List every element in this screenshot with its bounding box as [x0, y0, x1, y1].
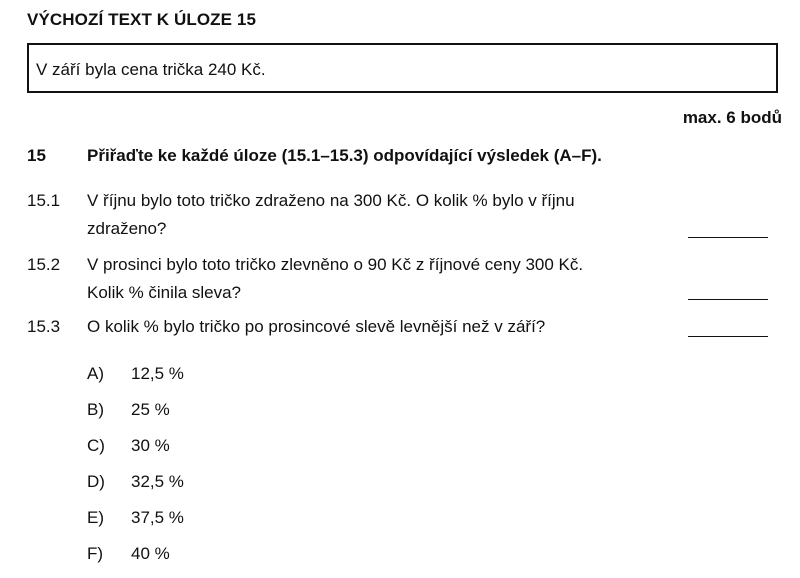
option-letter: F) [87, 544, 104, 563]
subtask-text: V říjnu bylo toto tričko zdraženo na 300 Kč. O kolik % bylo v říjnu [87, 191, 575, 210]
option-letter: D) [87, 472, 105, 491]
option-value: 40 % [131, 544, 170, 563]
subtask-text-continued: Kolik % činila sleva? [87, 283, 242, 302]
source-text: V září byla cena trička 240 Kč. [36, 60, 266, 79]
subtask-number: 15.2 [27, 255, 61, 274]
option-value: 25 % [131, 400, 170, 419]
task-number: 15 [27, 146, 46, 165]
subtask-number: 15.3 [27, 317, 61, 336]
option-letter: A) [87, 364, 104, 383]
subtask-text-continued: zdraženo? [87, 219, 167, 238]
subtask-number: 15.1 [27, 191, 61, 210]
section-heading: VÝCHOZÍ TEXT K ÚLOZE 15 [27, 10, 256, 29]
option-letter: C) [87, 436, 105, 455]
subtask-text: V prosinci bylo toto tričko zlevněno o 90 Kč z říjnové ceny 300 Kč. [87, 255, 584, 274]
task-instruction: Přiřaďte ke každé úloze (15.1–15.3) odpovídající výsledek (A–F). [87, 146, 602, 165]
option-value: 30 % [131, 436, 170, 455]
option-letter: E) [87, 508, 104, 527]
option-value: 37,5 % [131, 508, 184, 527]
max-points-label: max. 6 bodů [682, 108, 782, 127]
answer-blank[interactable] [688, 237, 768, 238]
answer-blank[interactable] [688, 336, 768, 337]
subtask-text: O kolik % bylo tričko po prosincové slevě levnější než v září? [87, 317, 546, 336]
option-value: 12,5 % [131, 364, 184, 383]
answer-blank[interactable] [688, 299, 768, 300]
option-letter: B) [87, 400, 104, 419]
option-value: 32,5 % [131, 472, 184, 491]
